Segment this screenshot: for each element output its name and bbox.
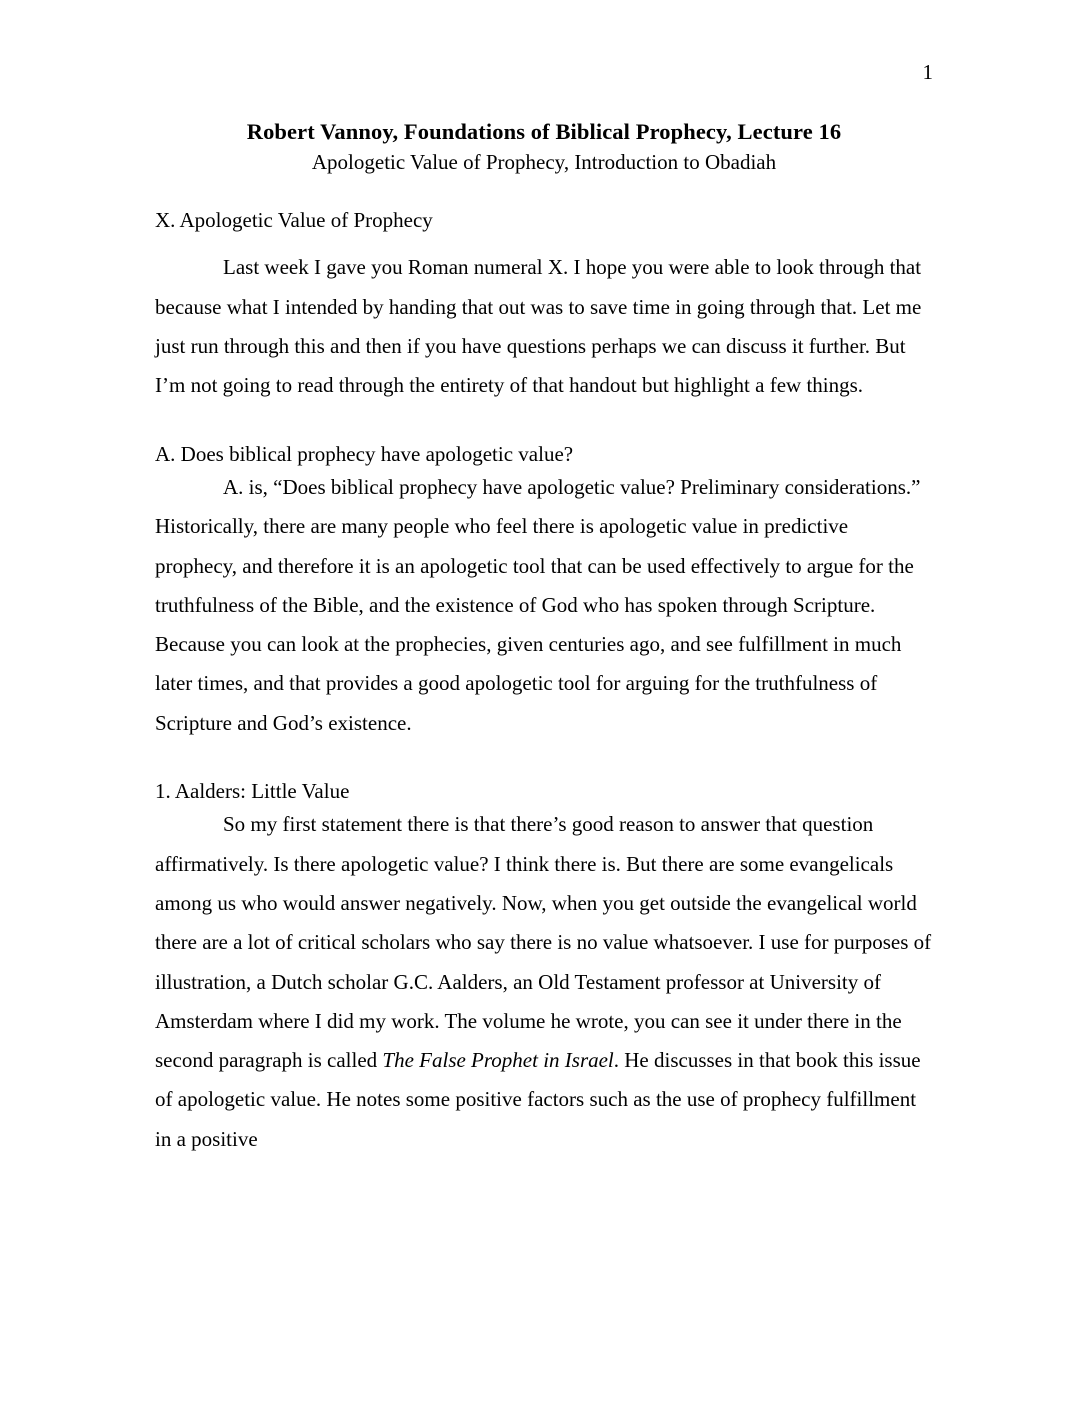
section-heading-aalders: 1. Aalders: Little Value — [155, 779, 350, 804]
section-paragraph-a: A. is, “Does biblical prophecy have apologetic value? Preliminary considerations.” Historically, there are many people who feel there is apologetic value in predictive prophecy, and therefore it is an apologetic tool that can be used effectively to argue for the truthfulness of the Bible, and the existence of God who has spoken through Scripture. Because you can look at the prophecies, given centuries ago, and see fulfillment in much later times, and that provides a good apologetic tool for arguing for the truthfulness of Scripture and God’s existence. — [155, 474, 921, 735]
book-title-italic: The False Prophet in Israel — [382, 1048, 614, 1073]
paragraph-text-part2: . He discusses in that book this issue of apologetic value. He notes some positive factors such as the use of prophecy fulfillment in a positive — [155, 1048, 921, 1151]
paragraph-text-part1: So my first statement there is that there’s good reason to answer that question affirmatively. Is there apologetic value? I think there is. But there are some evangelicals among us who would answer negatively. Now, when you get outside the evangelical world there are a lot of critical scholars who say there is no value whatsoever. I use for purposes of illustration, a Dutch scholar G.C. Aalders, an Old Testament professor at University of Amsterdam where I did my work. The volume he wrote, you can see it under there in the second paragraph is called — [155, 812, 932, 1073]
document-title: Robert Vannoy, Foundations of Biblical Prophecy, Lecture 16 — [246, 119, 842, 144]
page-number: 1 — [922, 60, 933, 84]
section-paragraph-x: Last week I gave you Roman numeral X. I hope you were able to look through that because what I intended by handing that out was to save time in going through that. Let me just run through this and then if you have questions perhaps we can discuss it further. But I’m not going to read through the entirety of that handout but highlight a few things. — [155, 255, 922, 398]
section-paragraph-aalders — [155, 805, 933, 1159]
document-subtitle: Apologetic Value of Prophecy, Introduction to Obadiah — [311, 149, 777, 174]
document-content — [155, 118, 933, 1159]
section-heading-x: X. Apologetic Value of Prophecy — [155, 208, 433, 233]
section-heading-a: A. Does biblical prophecy have apologetic value? — [155, 441, 574, 466]
